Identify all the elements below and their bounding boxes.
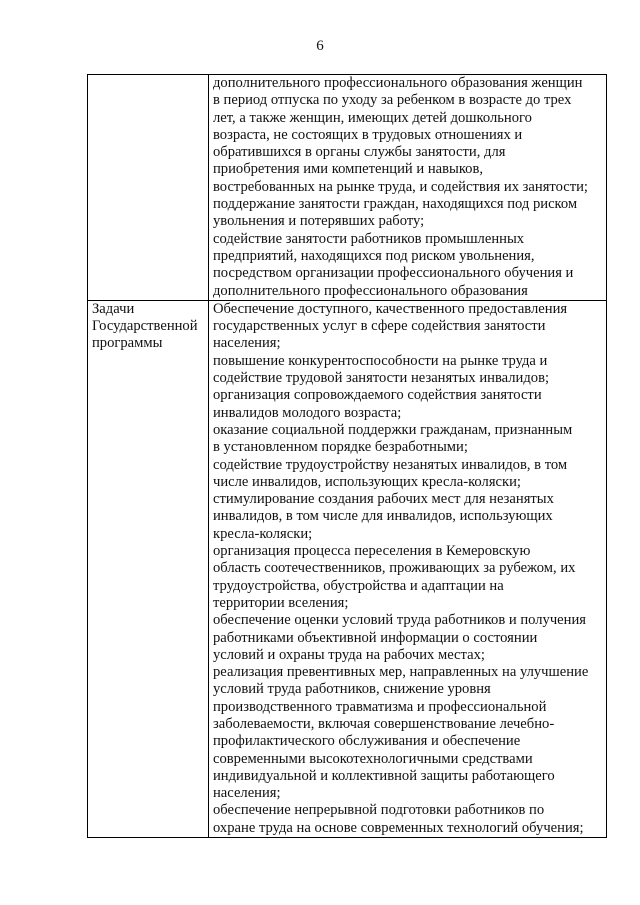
content-line: в установленном порядке безработными; xyxy=(213,439,468,456)
content-line: инвалидов, в том числе для инвалидов, использующих xyxy=(213,508,553,525)
content-line: востребованных на рынке труда, и содействия их занятости; xyxy=(213,178,588,195)
content-line: содействие занятости работников промышленных xyxy=(213,230,525,247)
label-line: Задачи xyxy=(92,300,135,317)
content-line: предприятий, находящихся под риском увольнения, xyxy=(213,247,535,264)
content-line: обратившихся в органы службы занятости, для xyxy=(213,144,506,161)
content-line: стимулирование создания рабочих мест для незанятых xyxy=(213,491,554,508)
page-number: 6 xyxy=(316,38,324,54)
content-line: посредством организации профессионального обучения и xyxy=(213,265,574,282)
content-line: дополнительного профессионального образования женщин xyxy=(213,75,583,91)
content-line: возраста, не состоящих в трудовых отношениях и xyxy=(213,126,523,143)
content-line: организация процесса переселения в Кемеровскую xyxy=(213,543,531,560)
content-line: индивидуальной и коллективной защиты работающего xyxy=(213,767,555,784)
content-line: государственных услуг в сфере содействия занятости xyxy=(213,318,546,335)
content-line: инвалидов молодого возраста; xyxy=(213,404,402,421)
content-line: заболеваемости, включая совершенствование лечебно- xyxy=(213,715,555,732)
content-line: увольнения и потерявших работу; xyxy=(213,213,425,230)
content-line: условий и охраны труда на рабочих местах; xyxy=(213,646,485,663)
table-row xyxy=(88,300,607,837)
content-line: современными высокотехнологичными средствами xyxy=(213,750,533,767)
table-row xyxy=(88,75,607,301)
content-line: условий труда работников, снижение уровня xyxy=(213,681,491,698)
content-line: производственного травматизма и профессиональной xyxy=(213,698,547,715)
row-label-cell xyxy=(88,300,209,837)
table-body xyxy=(88,75,607,838)
row-label-cell xyxy=(88,75,209,301)
row-content-cell xyxy=(209,300,607,837)
content-line: профилактического обслуживания и обеспечение xyxy=(213,733,521,750)
content-line: кресла-коляски; xyxy=(213,525,313,542)
content-line: населения; xyxy=(213,785,281,802)
content-line: территории вселения; xyxy=(213,594,349,611)
content-line: содействие трудоустройству незанятых инвалидов, в том xyxy=(213,456,568,473)
content-line: организация сопровождаемого содействия занятости xyxy=(213,387,542,404)
content-line: работниками объективной информации о состоянии xyxy=(213,629,538,646)
content-line: числе инвалидов, использующих кресла-коляски; xyxy=(213,473,521,490)
content-line: обеспечение оценки условий труда работников и получения xyxy=(213,612,586,629)
content-line: повышение конкурентоспособности на рынке труда и xyxy=(213,352,548,369)
content-line: лет, а также женщин, имеющих детей дошкольного xyxy=(213,109,532,126)
content-line: область соотечественников, проживающих за рубежом, их xyxy=(213,560,576,577)
label-line: Государственной xyxy=(92,318,198,335)
content-line: реализация превентивных мер, направленных на улучшение xyxy=(213,664,589,681)
content-line: трудоустройства, обустройства и адаптации на xyxy=(213,577,504,594)
content-line: поддержание занятости граждан, находящихся под риском xyxy=(213,196,578,213)
content-line: дополнительного профессионального образования xyxy=(213,282,528,299)
content-line: Обеспечение доступного, качественного предоставления xyxy=(213,300,568,317)
content-line: оказание социальной поддержки гражданам, признанным xyxy=(213,421,573,438)
content-line: приобретения ими компетенций и навыков, xyxy=(213,161,484,178)
content-line: обеспечение непрерывной подготовки работников по xyxy=(213,802,545,819)
content-line: населения; xyxy=(213,335,281,352)
content-line: в период отпуска по уходу за ребенком в возрасте до трех xyxy=(213,92,572,109)
row-content-cell xyxy=(209,75,607,301)
label-line: программы xyxy=(92,335,163,352)
program-table xyxy=(87,74,607,838)
content-line: охране труда на основе современных технологий обучения; xyxy=(213,819,584,836)
content-line: содействие трудовой занятости незанятых инвалидов; xyxy=(213,370,550,387)
